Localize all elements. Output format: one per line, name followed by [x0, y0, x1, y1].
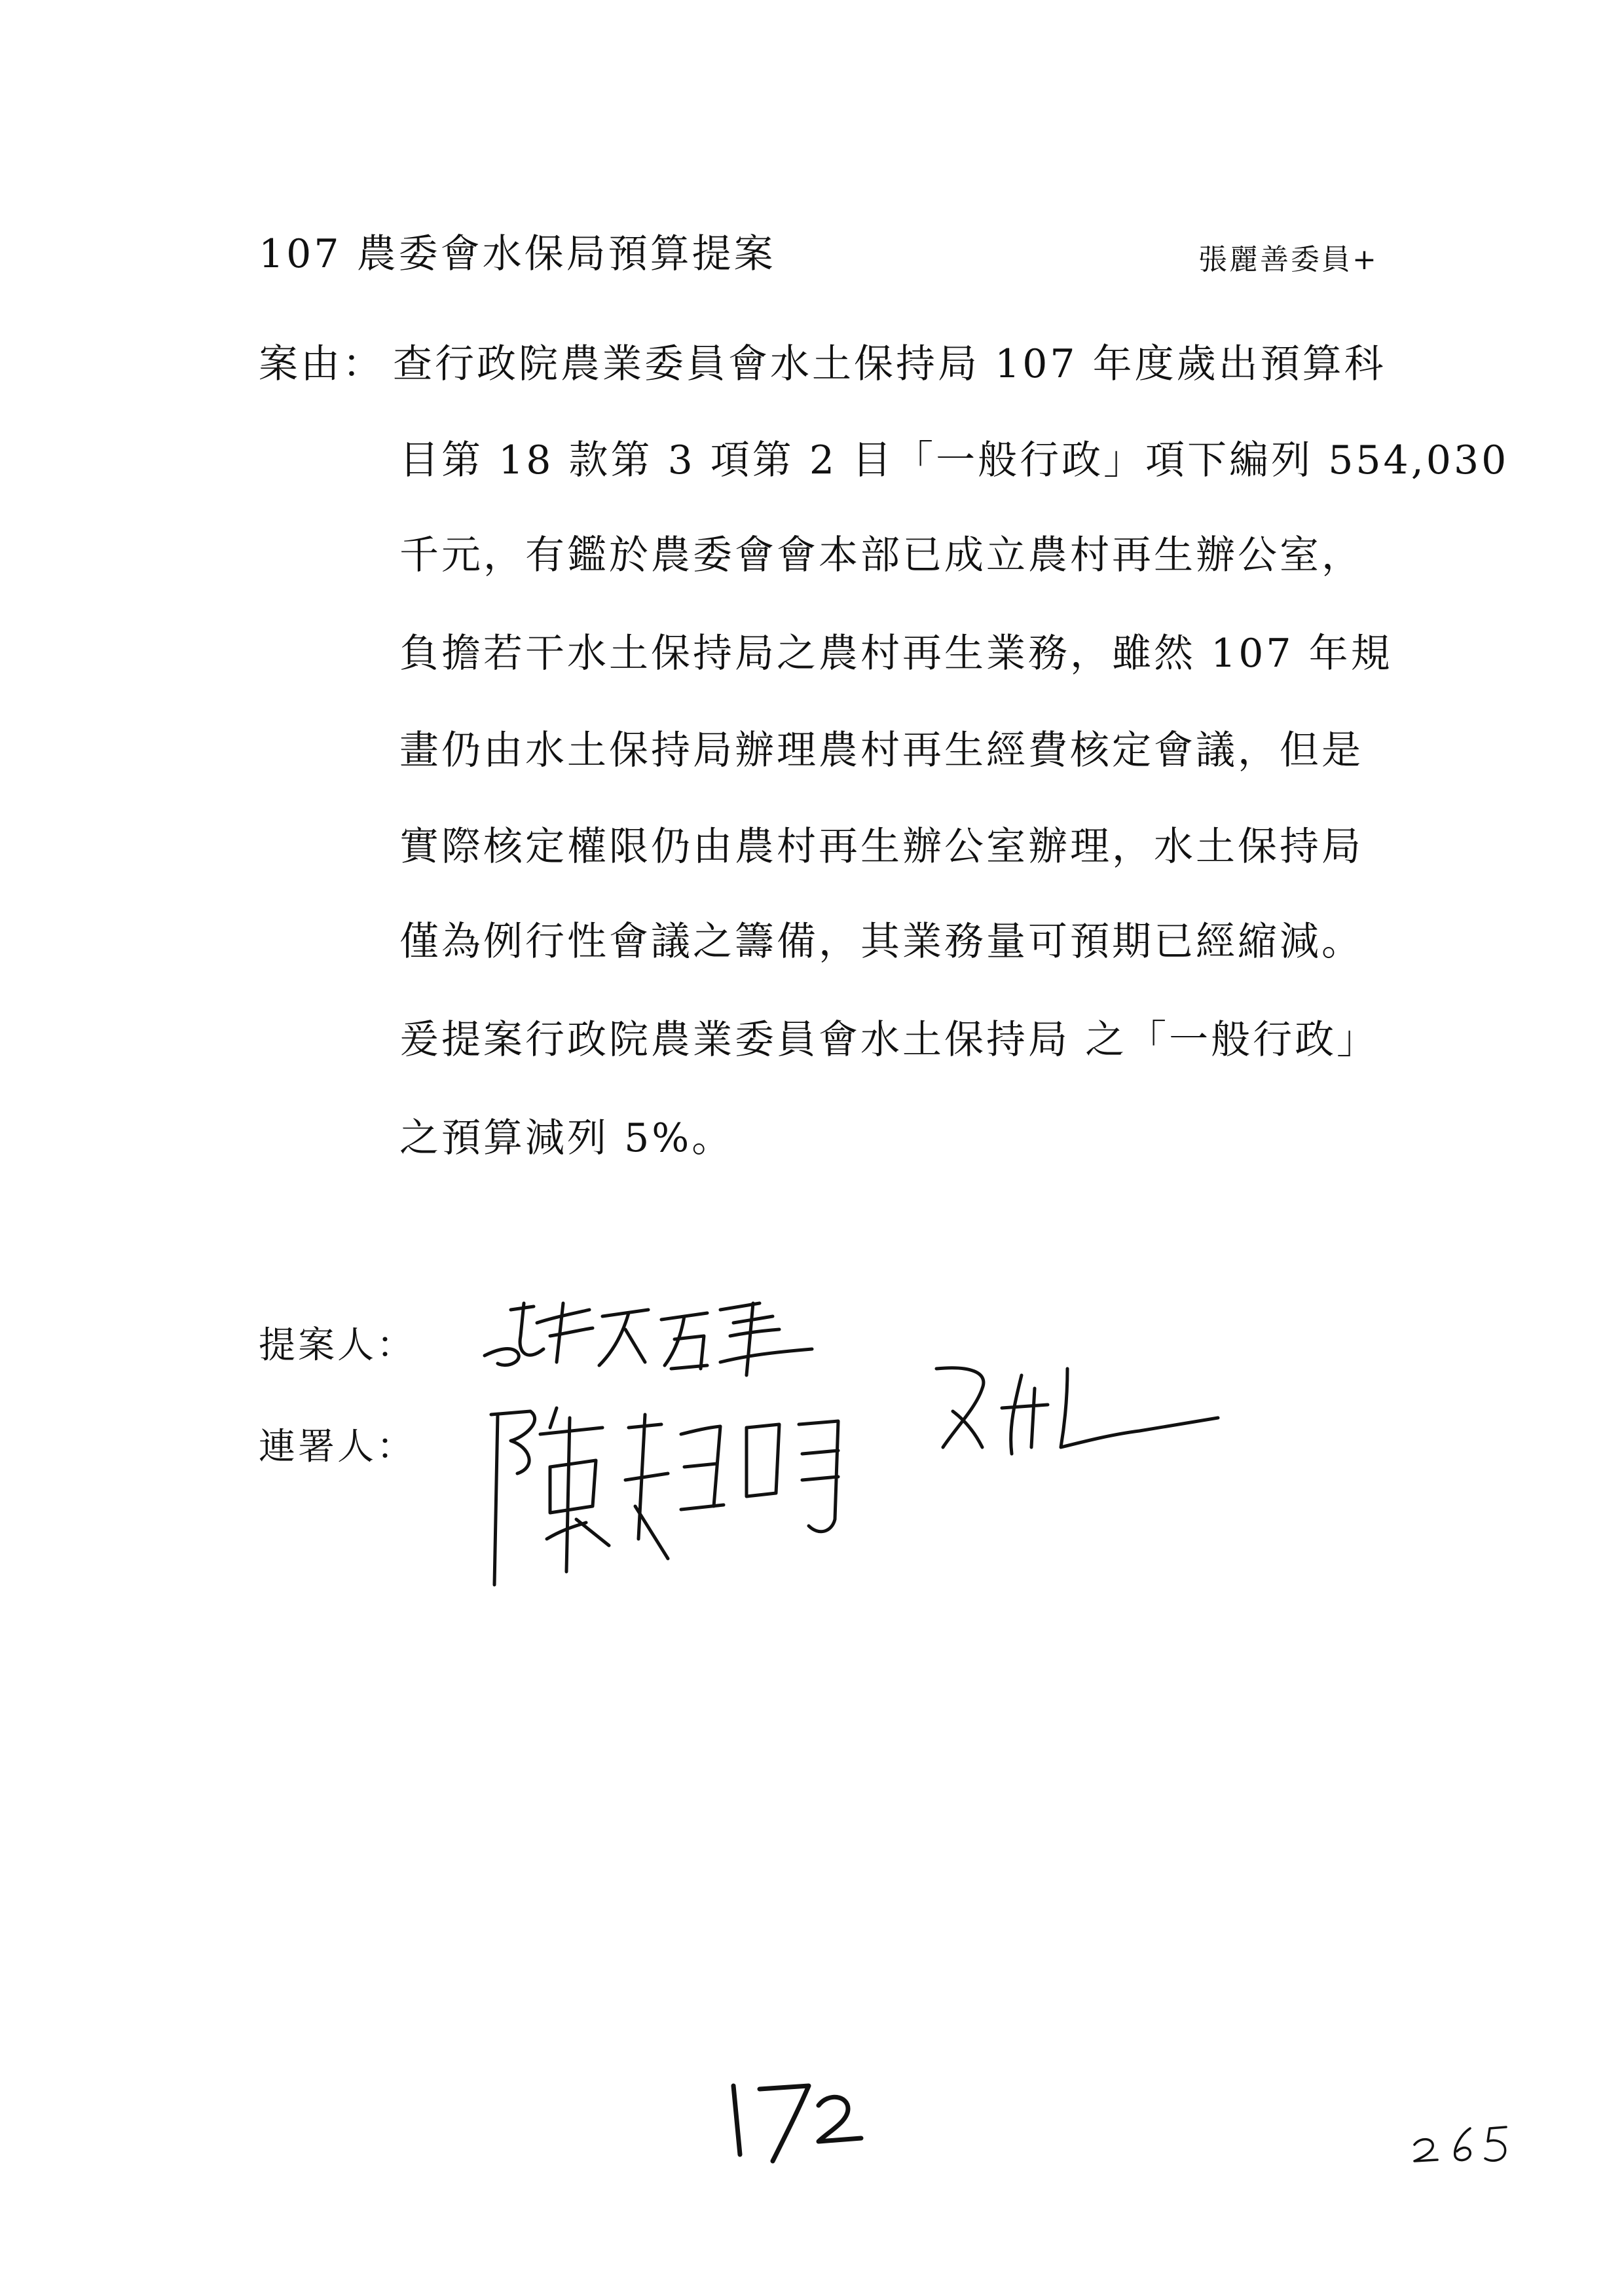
handwritten-page-number-icon	[720, 2069, 891, 2174]
reason-line: 畫仍由水土保持局辦理農村再生經費核定會議，但是	[399, 728, 1363, 773]
reason-line: 千元，有鑑於農委會會本部已成立農村再生辦公室，	[399, 532, 1363, 578]
reason-line: 僅為例行性會議之籌備，其業務量可預期已經縮減。	[399, 919, 1363, 965]
committee-member: 張麗善委員+	[1198, 243, 1378, 276]
handwritten-signature-proposer-icon	[471, 1284, 838, 1388]
reason-line: 爰提案行政院農業委員會水土保持局 之「一般行政」	[399, 1017, 1379, 1063]
handwritten-signature-cosigner-1-icon	[471, 1388, 877, 1598]
reason-line: 目第 18 款第 3 項第 2 目「一般行政」項下編列 554,030	[399, 437, 1509, 483]
reason-line: 查行政院農業委員會水土保持局 107 年度歲出預算科	[393, 341, 1386, 387]
handwritten-signature-cosigner-2-icon	[917, 1349, 1231, 1467]
reason-line: 實際核定權限仍由農村再生辦公室辦理，水土保持局	[399, 824, 1363, 870]
reason-label: 案由：	[259, 341, 384, 387]
cosigner-label: 連署人：	[259, 1426, 416, 1468]
document-title: 107 農委會水保局預算提案	[259, 231, 776, 277]
reason-line: 之預算減列 5%。	[399, 1115, 734, 1161]
proposer-label: 提案人：	[259, 1324, 416, 1367]
reason-line: 負擔若干水土保持局之農村再生業務，雖然 107 年規	[399, 631, 1393, 676]
handwritten-corner-number-icon	[1408, 2115, 1539, 2168]
